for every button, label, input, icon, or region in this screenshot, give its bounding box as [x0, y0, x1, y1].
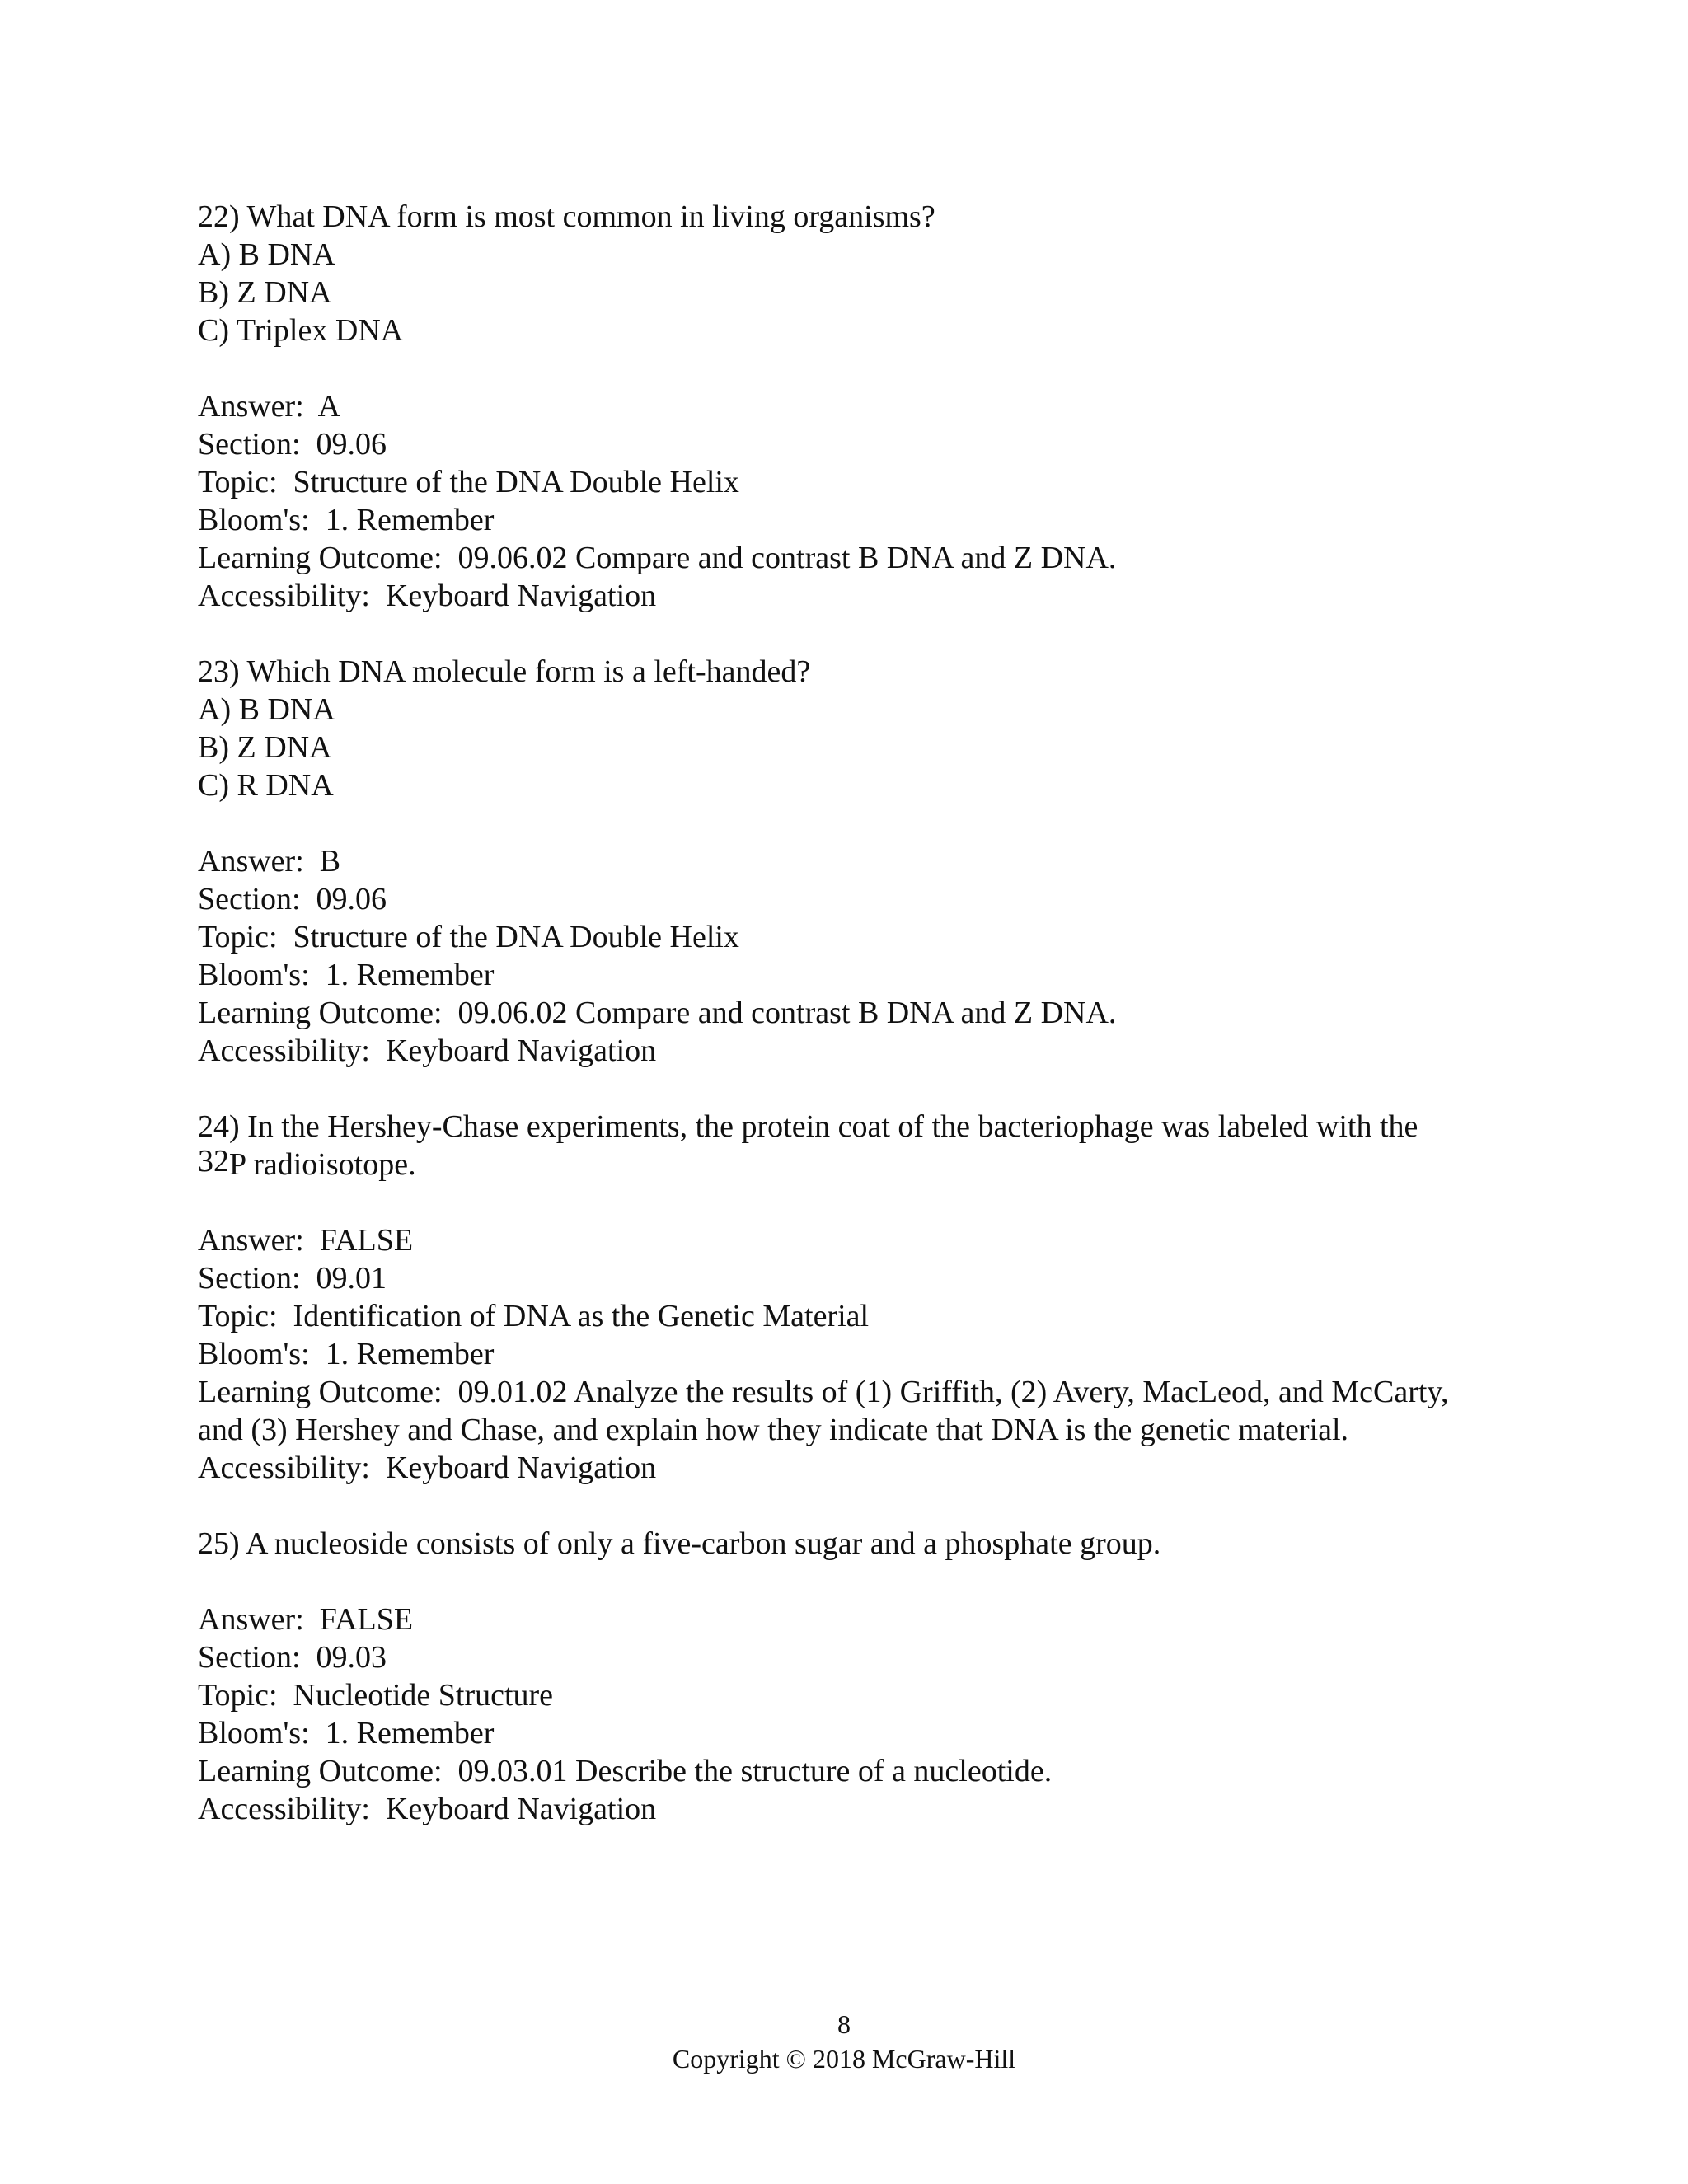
topic-line: Topic: Nucleotide Structure: [198, 1678, 554, 1713]
question-stem: 25) A nucleoside consists of only a five-carbon sugar and a phosphate group.: [198, 1526, 1161, 1561]
topic-line: Topic: Structure of the DNA Double Helix: [198, 465, 739, 499]
blooms-line: Bloom's: 1. Remember: [198, 958, 495, 992]
page-content: [198, 198, 1500, 1866]
page-footer: [0, 2007, 1688, 2076]
section-line: Section: 09.03: [198, 1640, 387, 1675]
question-24: [198, 1108, 1500, 1487]
question-25: [198, 1525, 1500, 1828]
learning-outcome-line: Learning Outcome: 09.06.02 Compare and contrast B DNA and Z DNA.: [198, 541, 1117, 575]
accessibility-line: Accessibility: Keyboard Navigation: [198, 1033, 657, 1068]
blooms-line: Bloom's: 1. Remember: [198, 1716, 495, 1750]
spacer: [198, 1563, 1500, 1601]
option-c: C) Triplex DNA: [198, 313, 404, 348]
topic-line: Topic: Identification of DNA as the Genetic Material: [198, 1299, 870, 1333]
blooms-line: Bloom's: 1. Remember: [198, 1337, 495, 1371]
topic-line: Topic: Structure of the DNA Double Helix: [198, 920, 739, 954]
accessibility-line: Accessibility: Keyboard Navigation: [198, 579, 657, 613]
learning-outcome-line: Learning Outcome: 09.06.02 Compare and contrast B DNA and Z DNA.: [198, 996, 1117, 1030]
answer-line: Answer: FALSE: [198, 1602, 414, 1637]
option-a: A) B DNA: [198, 692, 335, 727]
answer-line: Answer: A: [198, 389, 341, 424]
option-b: B) Z DNA: [198, 275, 332, 310]
page-number: 8: [837, 2009, 851, 2039]
section-line: Section: 09.06: [198, 882, 387, 916]
blooms-line: Bloom's: 1. Remember: [198, 503, 495, 537]
section-line: Section: 09.06: [198, 427, 387, 462]
copyright-notice: Copyright © 2018 McGraw-Hill: [672, 2044, 1016, 2074]
option-c: C) R DNA: [198, 768, 334, 803]
accessibility-line: Accessibility: Keyboard Navigation: [198, 1792, 657, 1826]
question-23: [198, 653, 1500, 1070]
question-stem-tail: P radioisotope.: [229, 1147, 416, 1182]
isotope-superscript: 32: [198, 1144, 229, 1179]
option-a: A) B DNA: [198, 237, 335, 272]
spacer: [198, 1183, 1500, 1221]
question-stem: 24) In the Hershey-Chase experiments, the protein coat of the bacteriophage was labeled with the: [198, 1109, 1418, 1144]
accessibility-line: Accessibility: Keyboard Navigation: [198, 1451, 657, 1485]
learning-outcome-line: Learning Outcome: 09.03.01 Describe the structure of a nucleotide.: [198, 1754, 1053, 1788]
option-b: B) Z DNA: [198, 730, 332, 765]
section-line: Section: 09.01: [198, 1261, 387, 1296]
spacer: [198, 804, 1500, 842]
question-stem: 23) Which DNA molecule form is a left-handed?: [198, 654, 811, 689]
question-22: [198, 198, 1500, 615]
spacer: [198, 349, 1500, 387]
question-stem: 22) What DNA form is most common in living organisms?: [198, 199, 935, 234]
learning-outcome-line: Learning Outcome: 09.01.02 Analyze the results of (1) Griffith, (2) Avery, MacLeod, and McCarty, and (3) Hershey and Chase, and explain how they indicate that DNA is the genetic material.: [198, 1375, 1456, 1447]
answer-line: Answer: FALSE: [198, 1223, 414, 1258]
question-stem-continuation: [198, 1146, 1500, 1183]
answer-line: Answer: B: [198, 844, 341, 879]
